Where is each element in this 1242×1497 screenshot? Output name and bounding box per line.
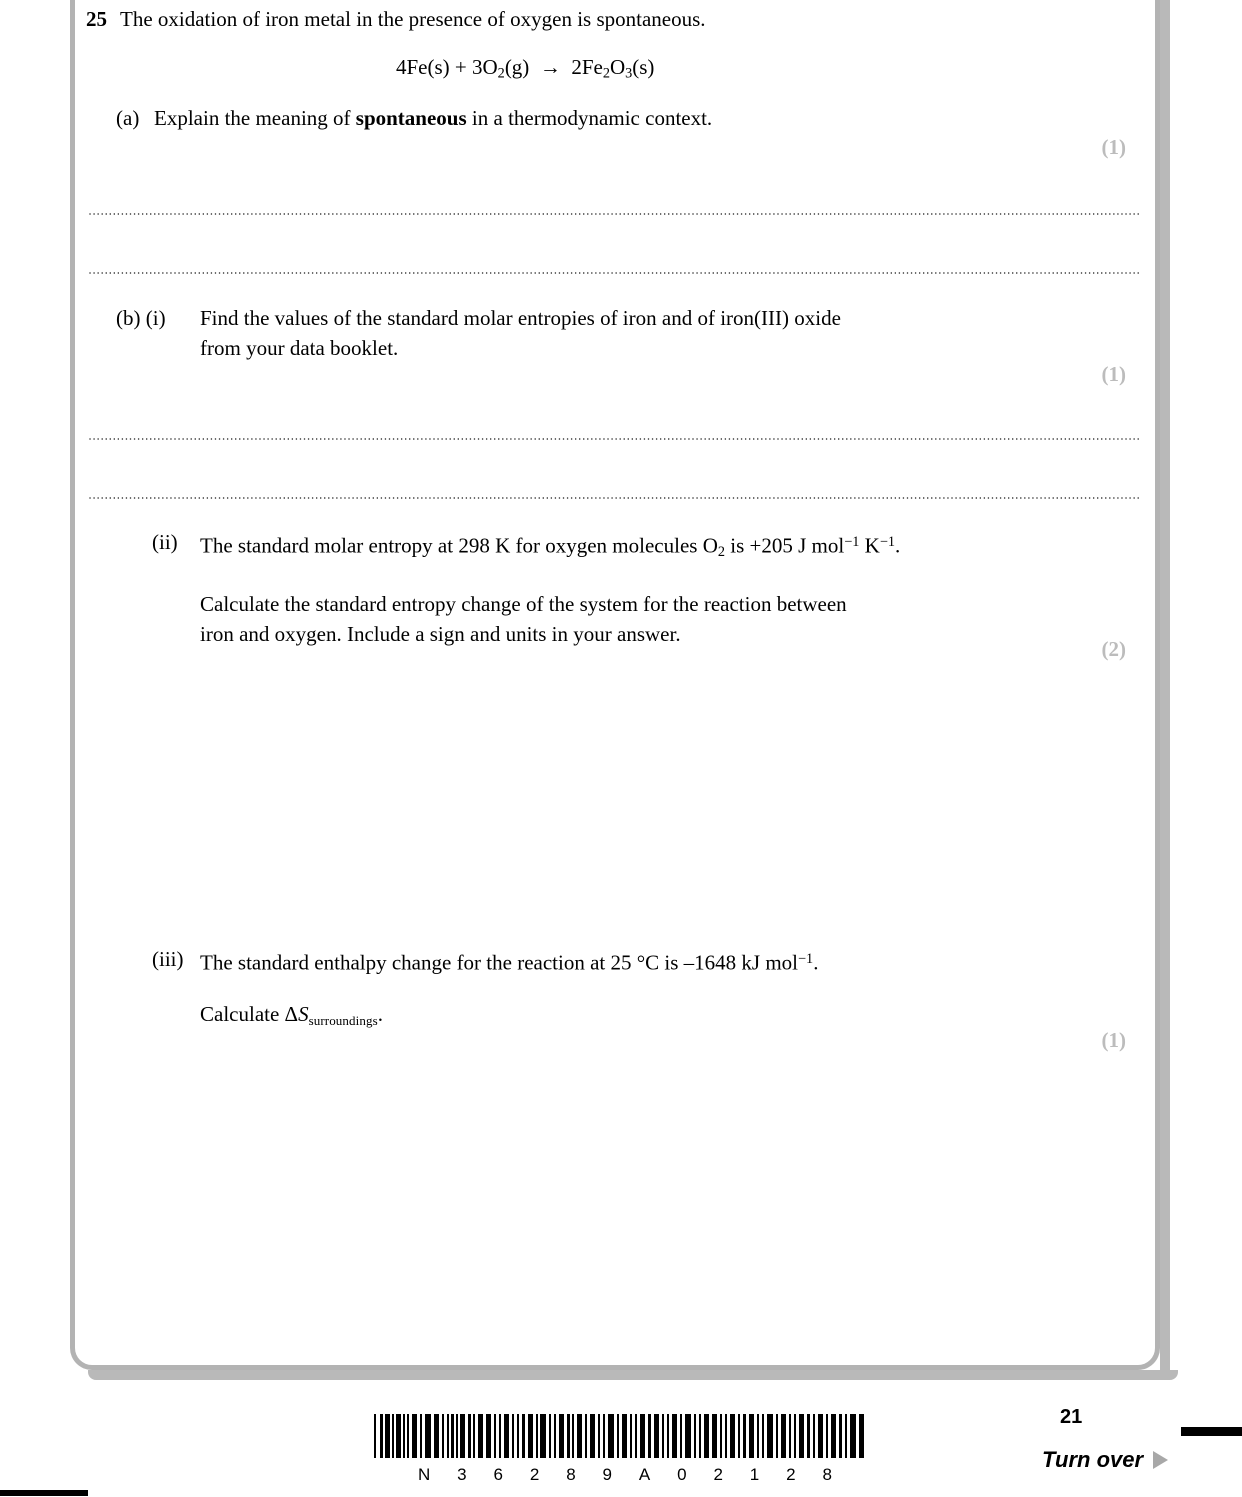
part-b-i-line2: from your data booklet.	[200, 336, 399, 360]
equation-product-a: 2Fe	[571, 55, 603, 79]
part-a-text-after: in a thermodynamic context.	[466, 106, 713, 130]
part-b-ii-line1-d: .	[895, 533, 901, 558]
page-frame-shadow-bottom	[88, 1370, 1178, 1380]
triangle-right-icon	[1153, 1451, 1168, 1469]
barcode-digit: 6	[493, 1465, 504, 1484]
barcode-digit: 9	[602, 1465, 613, 1484]
barcode-digit: 2	[713, 1465, 724, 1484]
answer-line[interactable]	[88, 272, 1141, 274]
part-b-iii-line1	[200, 944, 818, 977]
equation-reactants-a: 4Fe(s) + 3O	[396, 55, 498, 79]
barcode-digit: 1	[749, 1465, 761, 1484]
equation-reactants-a-tail: (g)	[504, 55, 530, 79]
barcode	[372, 1414, 869, 1485]
part-b-i-marks: (1)	[1101, 362, 1126, 386]
part-b-iii-line2-a: Calculate Δ	[200, 1002, 299, 1027]
part-b-iii-sup-mol: −1	[798, 951, 814, 967]
question-stem-text: The oxidation of iron metal in the presence of oxygen is spontaneous.	[120, 7, 706, 31]
part-b-i-label: (b) (i)	[116, 306, 166, 330]
barcode-digit: 3	[457, 1465, 468, 1484]
part-b-ii-text	[200, 527, 900, 649]
question-number: 25	[86, 7, 107, 31]
equation-product-b: O	[609, 55, 626, 79]
question-content	[78, 0, 1148, 1360]
barcode-digit: 0	[677, 1465, 688, 1484]
barcode-digit: 8	[566, 1465, 577, 1484]
part-b-ii-line1-a: The standard molar entropy at 298 K for oxygen molecules O	[200, 533, 718, 558]
part-b-iii-subscript: surroundings	[308, 1013, 378, 1029]
equation-product-tail: (s)	[632, 55, 655, 79]
part-a-marks: (1)	[1101, 135, 1126, 159]
equation-sub-o3: 3	[625, 65, 633, 82]
part-b-iii-line2	[200, 999, 818, 1036]
equation-sub-fe2: 2	[602, 65, 610, 82]
barcode-digits	[372, 1465, 869, 1485]
part-b-ii-o2-sub: 2	[717, 543, 725, 560]
part-b-iii-entropy-symbol: S	[298, 1002, 309, 1027]
turn-over-indicator	[1042, 1447, 1168, 1473]
question-stem-row	[86, 4, 1086, 34]
part-a-text-bold: spontaneous	[355, 106, 467, 130]
answer-line[interactable]	[88, 497, 1141, 499]
part-b-iii-line1-b: .	[813, 950, 819, 975]
barcode-digit: N	[418, 1465, 432, 1484]
answer-line[interactable]	[88, 213, 1141, 215]
barcode-digit: 2	[529, 1465, 541, 1484]
part-a-label: (a)	[116, 106, 140, 130]
part-b-ii-sup-k: −1	[879, 534, 895, 550]
part-b-ii-line1-c: K	[859, 533, 880, 558]
page-number: 21	[1060, 1406, 1083, 1428]
page-frame-shadow-right	[1160, 0, 1170, 1370]
part-b-i-text	[200, 303, 841, 363]
part-b-iii-row	[152, 944, 1142, 1036]
part-b-ii-line2: Calculate the standard entropy change of the system for the reaction between	[200, 591, 847, 616]
registration-mark-right	[1181, 1427, 1242, 1436]
chemical-equation	[396, 52, 654, 89]
part-b-i-row	[116, 303, 1106, 363]
part-b-ii-line1	[200, 527, 900, 567]
part-a-row	[116, 103, 1106, 133]
part-b-iii-line1-a: The standard enthalpy change for the reaction at 25 °C is –1648 kJ mol	[200, 950, 798, 975]
registration-mark-bottom-left	[0, 1490, 88, 1496]
part-b-iii-line2-b: .	[377, 1002, 383, 1027]
part-b-ii-row	[152, 527, 1142, 649]
part-a-text-before: Explain the meaning of	[154, 106, 356, 130]
barcode-bars-icon	[372, 1414, 869, 1458]
part-b-i-line1: Find the values of the standard molar entropies of iron and of iron(III) oxide	[200, 306, 841, 330]
barcode-digit: 2	[786, 1465, 797, 1484]
part-b-ii-line3: iron and oxygen. Include a sign and units in your answer.	[200, 621, 681, 646]
barcode-digit: 8	[822, 1465, 833, 1484]
part-b-ii-line1-b: is +205 J mol	[725, 533, 845, 558]
part-b-ii-marks: (2)	[1101, 637, 1126, 661]
part-b-ii-sup-mol: −1	[844, 534, 860, 550]
turn-over-label: Turn over	[1042, 1447, 1144, 1472]
equation-sub-o2: 2	[497, 65, 505, 82]
part-b-ii-label: (ii)	[152, 530, 178, 554]
part-b-iii-label: (iii)	[152, 947, 184, 971]
part-b-iii-text	[200, 944, 818, 1036]
equation-arrow-icon: →	[539, 55, 561, 79]
answer-line[interactable]	[88, 438, 1141, 440]
barcode-digit: A	[638, 1465, 652, 1484]
part-b-iii-marks: (1)	[1101, 1028, 1126, 1052]
part-a-text	[154, 103, 712, 133]
